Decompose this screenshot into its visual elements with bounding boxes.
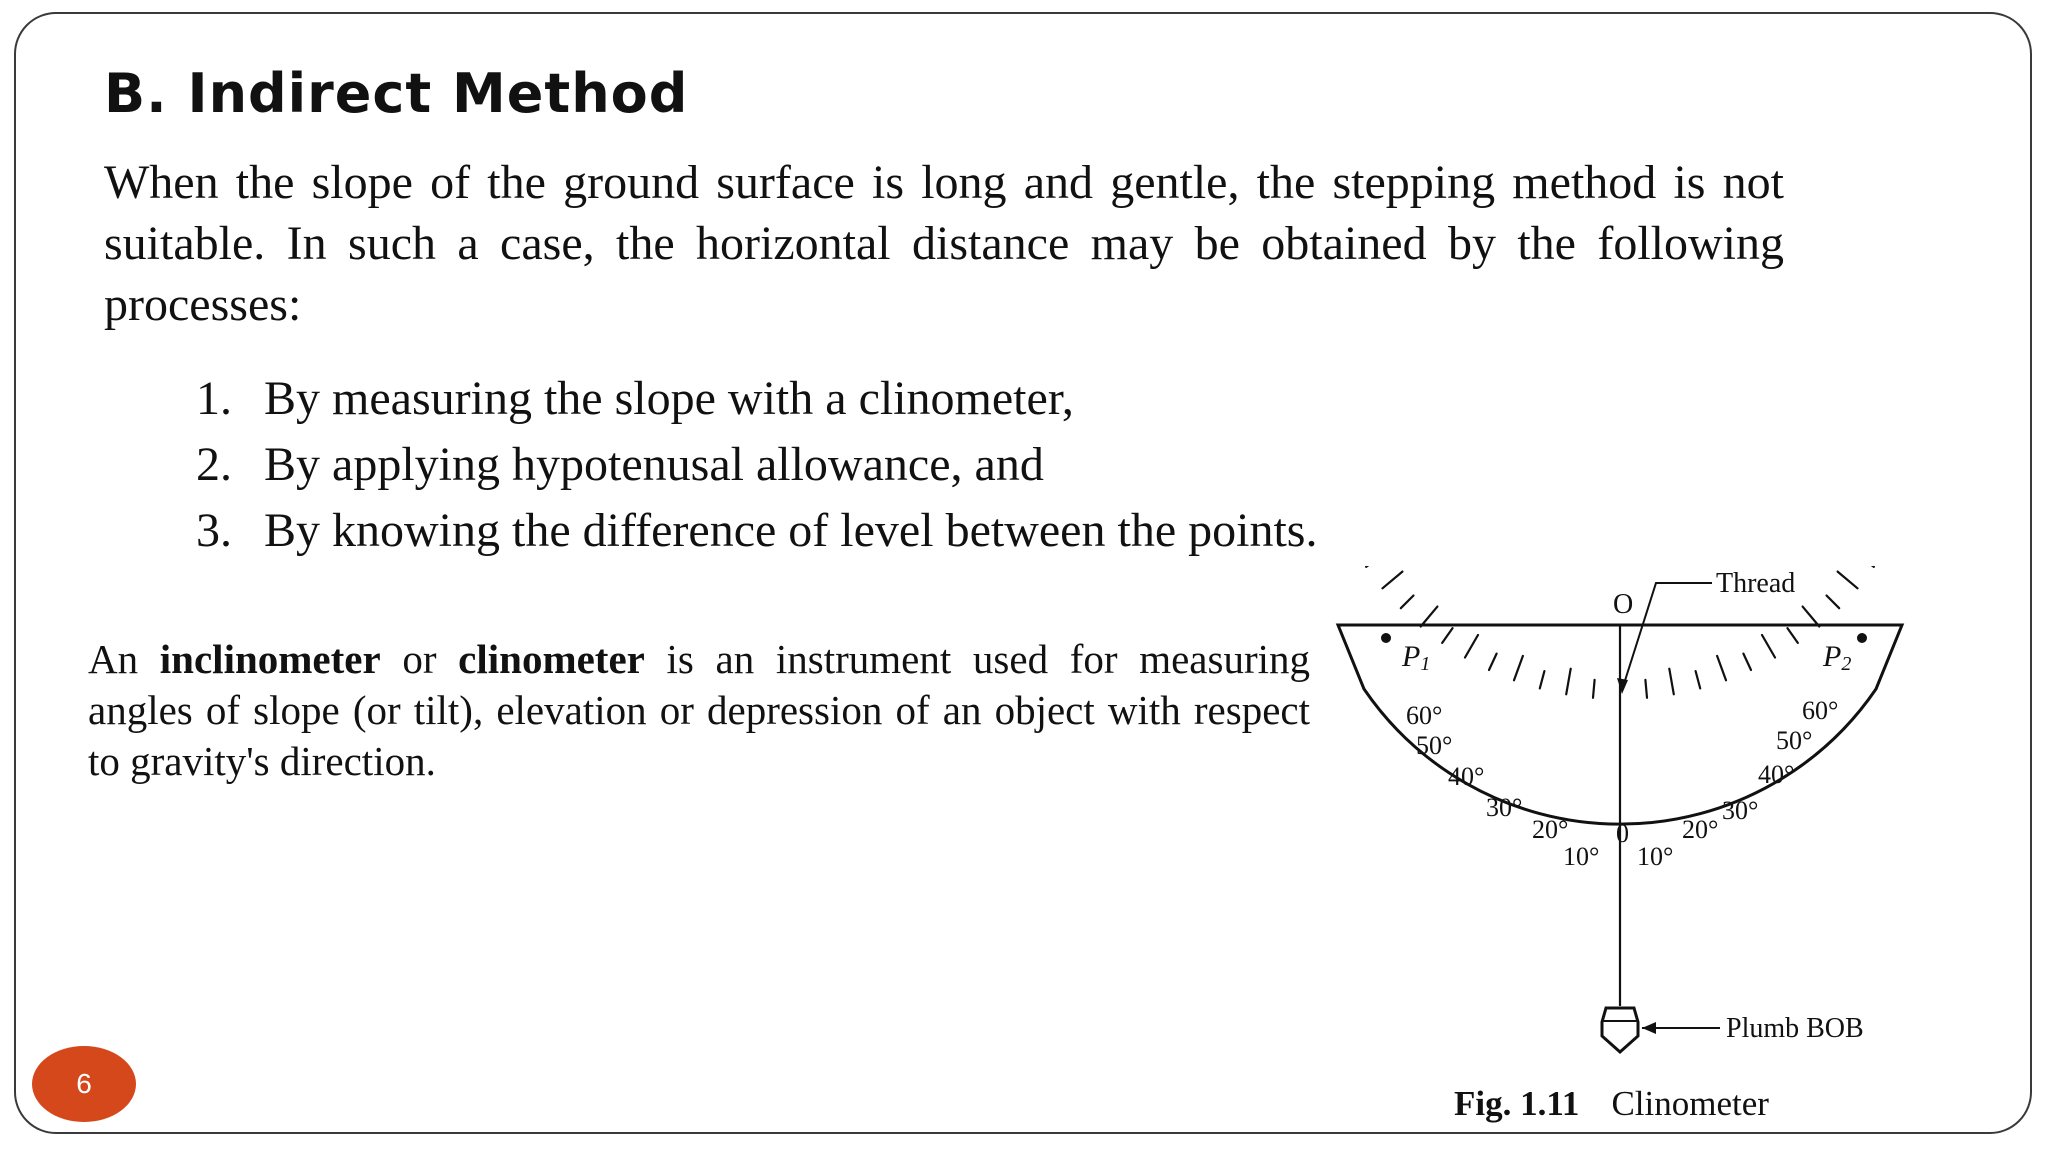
scale-tick [1669, 669, 1674, 695]
scale-tick [1717, 656, 1726, 680]
definition-text: An [88, 636, 160, 682]
thread-pointer-line [1622, 583, 1712, 690]
term-clinometer: clinometer [458, 636, 645, 682]
scale-tick [1489, 654, 1497, 670]
scale-tick [1788, 628, 1798, 643]
p1-subscript: 1 [1420, 653, 1431, 675]
definition-text: or [380, 636, 459, 682]
list-item-number: 3. [196, 504, 232, 557]
figure-title: Clinometer [1611, 1084, 1769, 1123]
scale-tick [1743, 654, 1751, 670]
slide-heading: B. Indirect Method [104, 62, 689, 125]
term-inclinometer: inclinometer [159, 636, 381, 682]
list-item-text: By applying hypotenusal allowance, and [264, 438, 1044, 491]
p2-subscript: 2 [1841, 653, 1852, 675]
definition-text: is an instrument used for measuring angles of slope (or tilt), elevation or depression of an object with respect to gravity's direction. [88, 636, 1310, 784]
scale-label-zero: 0 [1616, 819, 1629, 848]
definition-paragraph [88, 634, 1310, 787]
plumb-bob-label: Plumb BOB [1726, 1013, 1864, 1044]
list-item-number: 1. [196, 372, 232, 425]
scale-label-right-20: 20° [1682, 815, 1719, 844]
scale-tick [1566, 669, 1571, 695]
scale-tick [1645, 680, 1647, 698]
scale-tick [1465, 635, 1478, 658]
scale-tick [1593, 680, 1595, 698]
scale-tick [1696, 671, 1701, 688]
scale-label-left-50: 50° [1416, 731, 1453, 760]
list-item [196, 366, 1317, 432]
scale-label-left-20: 20° [1532, 815, 1569, 844]
scale-label-right-30: 30° [1722, 796, 1759, 825]
point-p1-label: P1 [1402, 640, 1431, 675]
scale-tick [1827, 596, 1840, 609]
clinometer-figure [1320, 566, 1920, 1136]
scale-tick [1514, 656, 1523, 680]
list-item-text: By measuring the slope with a clinometer, [264, 372, 1074, 425]
scale-tick [1442, 628, 1452, 643]
scale-tick [1401, 596, 1414, 609]
figure-caption [1454, 1084, 1769, 1124]
scale-tick [1366, 566, 1381, 567]
list-item [196, 498, 1317, 564]
clinometer-diagram [1320, 566, 1920, 1136]
scale-tick [1540, 671, 1545, 688]
plumb-bob-shape [1602, 1008, 1638, 1052]
scale-label-right-40: 40° [1758, 760, 1795, 789]
scale-label-left-10: 10° [1563, 842, 1600, 871]
thread-arrow-head [1617, 678, 1628, 694]
scale-label-left-30: 30° [1486, 793, 1523, 822]
scale-tick [1859, 566, 1874, 567]
scale-tick [1762, 635, 1775, 658]
scale-label-right-60: 60° [1802, 696, 1839, 725]
list-item [196, 432, 1317, 498]
plumb-arrow-head [1642, 1022, 1656, 1034]
list-item-number: 2. [196, 438, 232, 491]
origin-label: O [1613, 589, 1634, 620]
thread-label: Thread [1716, 568, 1796, 599]
point-p1-dot [1381, 633, 1391, 643]
scale-label-left-40: 40° [1448, 762, 1485, 791]
intro-paragraph: When the slope of the ground surface is long and gentle, the stepping method is not suitable. In such a case, the horizontal distance may be obtained by the following processes: [104, 156, 1784, 331]
list-item-text: By knowing the difference of level between the points. [264, 504, 1318, 557]
scale-tick [1838, 572, 1858, 589]
process-list [196, 366, 1317, 564]
point-p2-dot [1857, 633, 1867, 643]
scale-label-left-60: 60° [1406, 701, 1443, 730]
scale-tick [1383, 572, 1403, 589]
page-number-badge: 6 [32, 1046, 136, 1122]
scale-label-right-50: 50° [1776, 726, 1813, 755]
scale-label-right-10: 10° [1637, 842, 1674, 871]
figure-number: Fig. 1.11 [1454, 1084, 1580, 1123]
point-p2-label: P2 [1823, 640, 1852, 675]
